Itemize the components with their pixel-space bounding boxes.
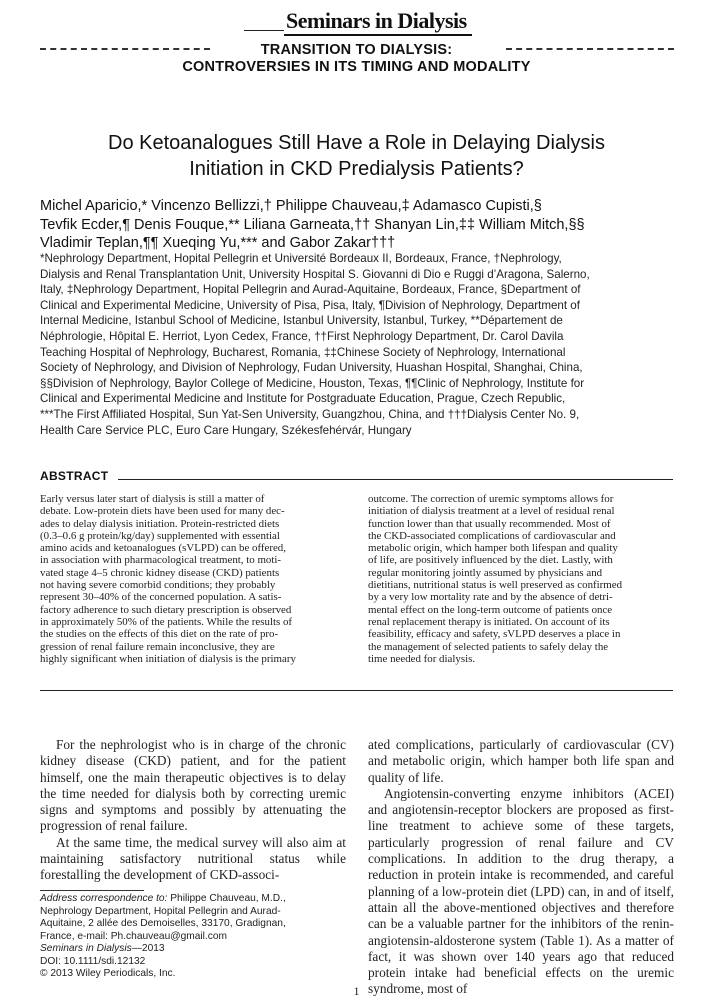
affiliation-line: Clinical and Experimental Medicine and Institute for Postgraduate Education, Prague, Czech Republic, [40,392,566,406]
abstract-column-left [40,493,345,665]
affiliation-line: Italy, ‡Nephrology Department, Hopital Pellegrin and Aurad-Aquitaine, Bordeaux, France, §Department of [40,283,581,297]
author-list [40,197,680,253]
abstract-line: in association with pharmacological treatment, to moti- [40,554,282,567]
abstract-label: ABSTRACT [40,469,109,483]
footnote-copyright: © 2013 Wiley Periodicals, Inc. [40,968,176,979]
affiliation-line: *Nephrology Department, Hopital Pellegrin et Université Bordeaux II, Bordeaux, France, †Nephrology, [40,252,562,265]
abstract-line: dietitians, nutritional status is well preserved as confirmed [368,579,623,592]
abstract-line: in approximately 50% of the patients. While the results of [40,615,293,628]
footnote-email[interactable]: France, e-mail: Ph.chauveau@gmail.com [40,930,228,942]
abstract-line: not having severe comorbid conditions; they probably [40,579,276,592]
masthead-underline [284,34,472,36]
abstract-line: highly significant when initiation of dialysis is the primary [40,652,296,665]
footnote-rule [40,890,144,891]
abstract-line: metabolic origin, which hamper both lifespan and quality [368,542,618,555]
abstract-line: renal replacement therapy is initiated. On account of its [368,615,610,628]
affiliation-line: Internal Medicine, Istanbul School of Medicine, Istanbul University, Istanbul, Turkey, **Département de [40,314,563,328]
author-line-1: Michel Aparicio,* Vincenzo Bellizzi,† Philippe Chauveau,‡ Adamasco Cupisti,§ [40,198,542,214]
footnote-address-line: Nephrology Department, Hopital Pellegrin and Aurad- [40,905,281,917]
masthead-rule [244,30,284,31]
abstract-line: debate. Low-protein diets have been used for many dec- [40,505,285,518]
journal-masthead [0,6,713,36]
affiliation-line: Health Care Service PLC, Euro Care Hungary, Székesfehérvár, Hungary [40,423,412,437]
footnote-journal: Seminars in Dialysis [40,943,132,954]
abstract-line: the studies on the effects of this diet on the rate of pro- [40,628,279,641]
abstract-line: initiation of dialysis treatment at a level of residual renal [368,505,615,518]
footnote-doi[interactable]: DOI: 10.1111/sdi.12132 [40,955,146,967]
article-title-line-2: Initiation in CKD Predialysis Patients? [189,158,524,180]
author-line-3: Vladimir Teplan,¶¶ Xueqing Yu,*** and Gabor Zakar††† [40,235,396,251]
footnote-address-line [40,893,346,906]
abstract-line: feasibility, efficacy and safety, sVLPD deserves a place in [368,628,621,641]
abstract-line: represent 30–40% of the concerned population. A satis- [40,591,282,604]
abstract-line: of life, are positively influenced by the diet. Lastly, with [368,554,613,567]
affiliation-line: ***The First Affiliated Hospital, Sun Yat-Sen University, Guangzhou, China, and †††Dialysis Center No. 9, [40,407,580,421]
abstract-line: amino acids and ketoanalogues (sVLPD) can be offered, [40,542,286,555]
section-heading-line-1: TRANSITION TO DIALYSIS: [260,42,453,58]
abstract-bottom-rule [40,690,673,691]
affiliations [40,251,680,438]
abstract-heading [40,469,673,483]
footnote-journal-line [40,943,346,956]
abstract-rule [118,479,673,480]
body-column-right [368,737,674,998]
abstract-line: the management of selected patients to safely delay the [368,640,609,653]
journal-name: Seminars in Dialysis [286,8,467,33]
body-paragraph: At the same time, the medical survey will also aim at maintaining satisfactory nutritional status while forestalling the development of CKD-associ- [40,834,346,883]
affiliation-line: Dialysis and Renal Transplantation Unit, University Hospital S. Giovanni di Dio e Ruggi d’Aragona, Salerno, [40,267,590,281]
abstract-line: regular monitoring jointly assumed by physicians and [368,566,603,579]
affiliation-line: Néphrologie, Hôpital E. Herriot, Lyon Cedex, France, ††First Nephrology Department, Dr. Carol Davila [40,329,564,343]
affiliation-line: Teaching Hospital of Nephrology, Bucharest, Romania, ‡‡Chinese Society of Nephrology, International [40,345,566,359]
affiliation-line: Clinical and Experimental Medicine, University of Pisa, Pisa, Italy, ¶Division of Nephrology, Department of [40,298,580,312]
section-heading-line-2: CONTROVERSIES IN ITS TIMING AND MODALITY [182,59,531,75]
correspondence-footnote [40,893,346,981]
abstract-line: outcome. The correction of uremic symptoms allows for [368,493,614,505]
body-paragraph: For the nephrologist who is in charge of the chronic kidney disease (CKD) patient, and for the patient himself, one the main therapeutic objectives is to delay the time needed for dialysis both by correcting uremic signs and symptoms and possibly by attenuating the progression of renal failure. [40,737,346,834]
abstract-line: mental effect on the long-term outcome of patients once [368,603,613,616]
body-column-left [40,737,346,884]
abstract-line: by a very low mortality rate and by the absence of detri- [368,591,613,604]
abstract-line: the CKD-associated complications of cardiovascular and [368,529,616,542]
abstract-column-right [368,493,673,665]
footnote-address-line: Aquitaine, 2 allée des Demoiselles, 33170, Gradignan, [40,918,286,929]
abstract-line: Early versus later start of dialysis is still a matter of [40,493,265,505]
footnote-label: Address correspondence to: [40,893,168,904]
article-title-line-1: Do Ketoanalogues Still Have a Role in Delaying Dialysis [108,132,605,154]
footnote-year: —2013 [131,943,165,954]
abstract-line: gression of renal failure remain inconclusive, they are [40,640,275,653]
abstract-line: vated stage 4–5 chronic kidney disease (CKD) patients [40,566,280,579]
abstract-line: time needed for dialysis. [368,652,476,665]
abstract-line: (0.3–0.6 g protein/kg/day) supplemented with essential [40,529,280,542]
author-line-2: Tevfik Ecder,¶ Denis Fouque,** Liliana Garneata,†† Shanyan Lin,‡‡ William Mitch,§§ [40,216,585,233]
footnote-author: Philippe Chauveau, M.D., [167,893,286,904]
article-title [40,130,673,182]
abstract-line: ades to delay dialysis initiation. Protein-restricted diets [40,517,280,530]
page-number: 1 [353,984,360,998]
abstract-line: factory adherence to such dietary prescription is observed [40,603,292,616]
body-paragraph: ated complications, particularly of cardiovascular (CV) and metabolic origin, which hamper both life span and quality of life. [368,737,674,785]
abstract-line: function lower than that usually recommended. Most of [368,517,611,530]
affiliation-line: §§Division of Nephrology, Baylor College of Medicine, Houston, Texas, ¶¶Clinic of Nephrology, Institute for [40,376,585,390]
body-paragraph: Angiotensin-converting enzyme inhibitors (ACEI) and angiotensin-receptor blockers are proposed as first-line treatment to achieve some of these targets, particularly progression of renal failure and CV complications. In addition to the drug therapy, a reduction in protein intake is recommended, and careful planning of a low-protein diet (LPD) can, in and of itself, attain all the above-mentioned objectives and therefore can be a valuable partner for the inhibitors of the renin-angiotensin-aldosterone system (Table 1). As a matter of fact, it was shown over 140 years ago that reduced protein intake had beneficial effects on the uremic syndrome, most of [368,785,674,997]
affiliation-line: Society of Nephrology, and Division of Nephrology, Fudan University, Huashan Hospital, Shanghai, China, [40,361,583,375]
section-heading [0,44,713,84]
